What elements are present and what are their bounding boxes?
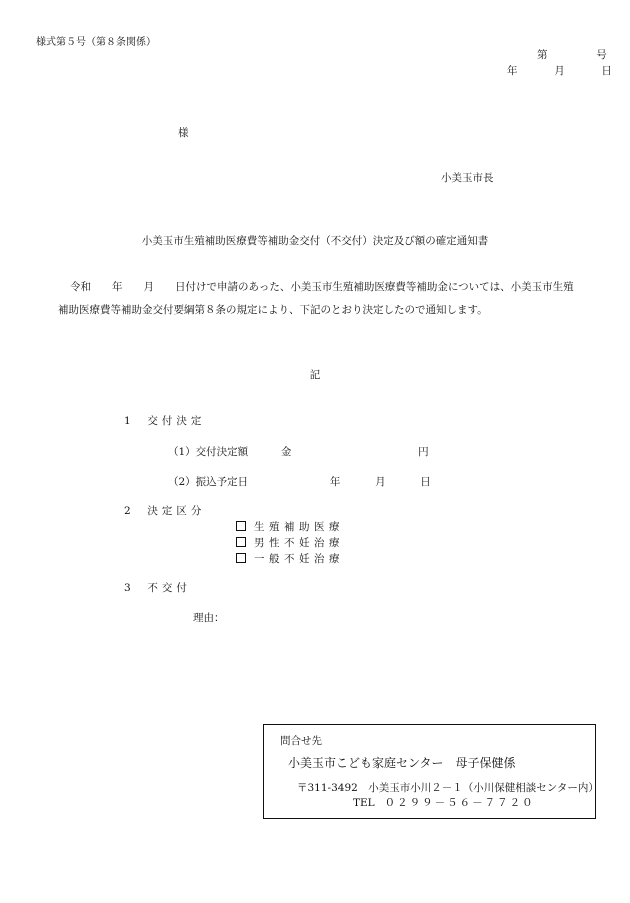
issuer-name: 小美玉市長 bbox=[441, 172, 494, 184]
contact-address: 〒311-3492 小美玉市小川２－１（小川保健相談センター内） bbox=[297, 782, 599, 794]
section-3-title: 不交付 bbox=[147, 582, 191, 594]
category-option[interactable] bbox=[236, 551, 344, 567]
section-2-heading bbox=[124, 503, 205, 518]
document-title: 小美玉市生殖補助医療費等補助金交付（不交付）決定及び額の確定通知書 bbox=[141, 235, 489, 247]
section-1-title: 交付決定 bbox=[147, 415, 206, 427]
section-2-title: 決定区分 bbox=[147, 505, 206, 517]
contact-heading: 問合せ先 bbox=[280, 735, 322, 747]
category-option[interactable] bbox=[236, 519, 344, 535]
addressee-honorific: 様 bbox=[178, 127, 189, 139]
contact-tel-number: ０２９９－５６－７７２０ bbox=[384, 797, 535, 809]
body-line-2: 補助医療費等補助金交付要綱第８条の規定により、下記のとおり決定したので通知します。 bbox=[58, 304, 488, 316]
grant-amount-row bbox=[168, 444, 429, 459]
document-number bbox=[537, 47, 607, 62]
issue-date-month: 月 bbox=[554, 65, 565, 77]
contact-tel-label: TEL bbox=[353, 797, 375, 809]
contact-tel bbox=[353, 795, 535, 810]
section-3-heading bbox=[124, 580, 191, 595]
category-option-label: 生殖補助医療 bbox=[254, 521, 344, 533]
section-1-heading bbox=[124, 413, 205, 428]
checkbox-icon[interactable] bbox=[236, 537, 246, 547]
section-1-number: 1 bbox=[124, 415, 131, 427]
grant-amount-label: （1）交付決定額 bbox=[168, 446, 249, 458]
decision-category-list bbox=[236, 519, 344, 567]
body-line-1 bbox=[58, 276, 588, 299]
transfer-date-day: 日 bbox=[420, 476, 431, 488]
category-option-label: 一般不妊治療 bbox=[254, 553, 344, 565]
grant-amount-unit: 円 bbox=[418, 446, 429, 458]
non-grant-reason-label: 理由： bbox=[193, 612, 225, 624]
transfer-date-label: （2）振込予定日 bbox=[168, 476, 249, 488]
form-number: 様式第５号（第８条関係） bbox=[36, 37, 156, 48]
issue-date-day: 日 bbox=[601, 65, 612, 77]
body-line-1-text: 令和 年 月 日付けで申請のあった、小美玉市生殖補助医療費等補助金については、小美玉市生殖 bbox=[70, 281, 574, 293]
category-option[interactable] bbox=[236, 535, 344, 551]
category-option-label: 男性不妊治療 bbox=[254, 537, 344, 549]
doc-number-prefix: 第 bbox=[537, 49, 548, 61]
contact-organization: 小美玉市こども家庭センター 母子保健係 bbox=[288, 756, 516, 770]
transfer-date-year: 年 bbox=[329, 476, 341, 488]
checkbox-icon[interactable] bbox=[236, 553, 246, 563]
doc-number-suffix: 号 bbox=[596, 49, 607, 61]
transfer-date-row bbox=[168, 474, 431, 489]
record-label: 記 bbox=[309, 369, 321, 381]
body-paragraph bbox=[58, 276, 588, 322]
contact-box bbox=[263, 724, 599, 819]
grant-amount-currency: 金 bbox=[280, 446, 292, 458]
issue-date bbox=[507, 63, 612, 78]
checkbox-icon[interactable] bbox=[236, 521, 246, 531]
section-3-number: 3 bbox=[124, 582, 131, 594]
section-2-number: 2 bbox=[124, 505, 131, 517]
issue-date-year: 年 bbox=[507, 65, 518, 77]
transfer-date-month: 月 bbox=[375, 476, 386, 488]
